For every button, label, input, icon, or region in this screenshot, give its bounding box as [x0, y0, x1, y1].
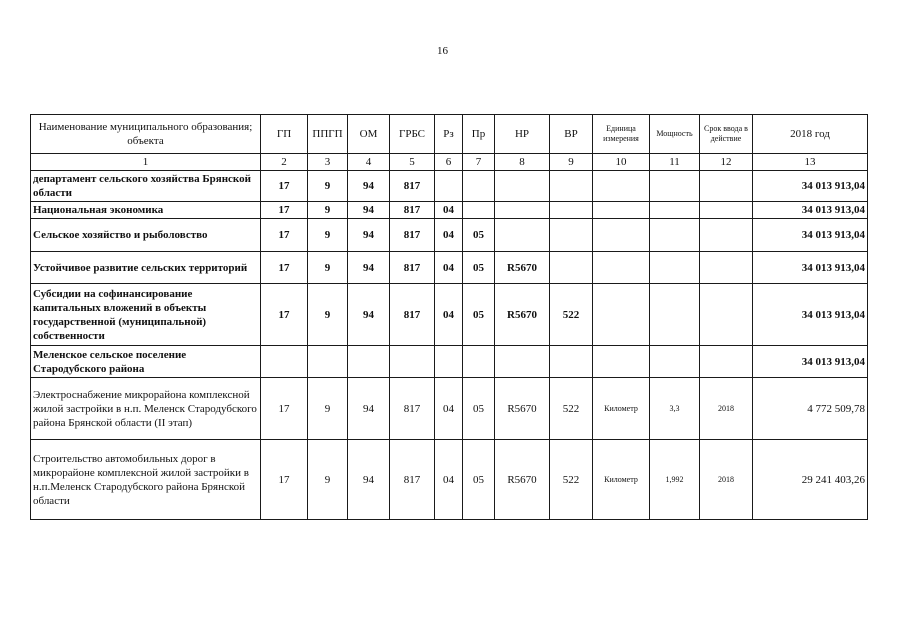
cell-grbs: 817 — [390, 284, 435, 346]
row-name: Субсидии на софинансирование капитальных вложений в объекты государственной (муниципальной) собственности — [31, 284, 261, 346]
cell-amount: 34 013 913,04 — [753, 202, 868, 219]
column-number: 8 — [495, 154, 550, 171]
cell-commission-date — [700, 346, 753, 378]
cell-ppgp — [308, 346, 348, 378]
cell-nr: R5670 — [495, 378, 550, 440]
cell-nr: R5670 — [495, 284, 550, 346]
cell-pr — [463, 171, 495, 202]
cell-capacity — [650, 284, 700, 346]
row-name: Строительство автомобильных дорог в микрорайоне комплексной жилой застройки в н.п.Меленск Стародубского района Брянской области — [31, 440, 261, 520]
cell-pr: 05 — [463, 378, 495, 440]
column-number: 5 — [390, 154, 435, 171]
row-name: Устойчивое развитие сельских территорий — [31, 252, 261, 284]
cell-grbs: 817 — [390, 202, 435, 219]
cell-nr: R5670 — [495, 252, 550, 284]
cell-vr: 522 — [550, 284, 593, 346]
header-om: ОМ — [348, 115, 390, 154]
cell-capacity: 3,3 — [650, 378, 700, 440]
header-vr: ВР — [550, 115, 593, 154]
cell-amount: 34 013 913,04 — [753, 219, 868, 252]
cell-pr — [463, 346, 495, 378]
cell-nr — [495, 202, 550, 219]
cell-vr — [550, 346, 593, 378]
cell-rz: 04 — [435, 284, 463, 346]
column-number: 12 — [700, 154, 753, 171]
cell-vr — [550, 219, 593, 252]
cell-unit: Километр — [593, 378, 650, 440]
cell-ppgp: 9 — [308, 378, 348, 440]
cell-pr: 05 — [463, 440, 495, 520]
cell-rz — [435, 346, 463, 378]
cell-amount: 34 013 913,04 — [753, 171, 868, 202]
cell-ppgp: 9 — [308, 252, 348, 284]
cell-vr: 522 — [550, 440, 593, 520]
cell-nr: R5670 — [495, 440, 550, 520]
cell-commission-date — [700, 252, 753, 284]
cell-om — [348, 346, 390, 378]
cell-commission-date — [700, 219, 753, 252]
cell-grbs: 817 — [390, 171, 435, 202]
cell-unit — [593, 202, 650, 219]
cell-gp — [261, 346, 308, 378]
cell-capacity: 1,992 — [650, 440, 700, 520]
table-row — [31, 171, 868, 202]
cell-amount: 4 772 509,78 — [753, 378, 868, 440]
cell-om: 94 — [348, 440, 390, 520]
table-row — [31, 202, 868, 219]
row-name: Меленское сельское поселение Стародубского района — [31, 346, 261, 378]
cell-amount: 34 013 913,04 — [753, 346, 868, 378]
cell-commission-date — [700, 202, 753, 219]
row-name: департамент сельского хозяйства Брянской области — [31, 171, 261, 202]
cell-rz: 04 — [435, 440, 463, 520]
column-number-row — [31, 154, 868, 171]
cell-pr — [463, 202, 495, 219]
cell-ppgp: 9 — [308, 284, 348, 346]
cell-capacity — [650, 252, 700, 284]
cell-nr — [495, 219, 550, 252]
cell-amount: 29 241 403,26 — [753, 440, 868, 520]
row-name: Электроснабжение микрорайона комплексной жилой застройки в н.п. Меленск Стародубского района Брянской области (II этап) — [31, 378, 261, 440]
cell-unit — [593, 346, 650, 378]
header-commission-date: Срок ввода в действие — [700, 115, 753, 154]
cell-grbs: 817 — [390, 440, 435, 520]
cell-gp: 17 — [261, 252, 308, 284]
cell-gp: 17 — [261, 440, 308, 520]
cell-om: 94 — [348, 202, 390, 219]
cell-gp: 17 — [261, 284, 308, 346]
header-unit: Единица измерения — [593, 115, 650, 154]
cell-vr — [550, 171, 593, 202]
cell-rz: 04 — [435, 202, 463, 219]
table-row — [31, 378, 868, 440]
header-nr: НР — [495, 115, 550, 154]
header-rz: Рз — [435, 115, 463, 154]
table-row — [31, 440, 868, 520]
column-number: 3 — [308, 154, 348, 171]
cell-capacity — [650, 346, 700, 378]
cell-rz — [435, 171, 463, 202]
cell-pr: 05 — [463, 284, 495, 346]
cell-unit: Километр — [593, 440, 650, 520]
cell-unit — [593, 284, 650, 346]
cell-gp: 17 — [261, 378, 308, 440]
cell-ppgp: 9 — [308, 171, 348, 202]
header-capacity: Мощность — [650, 115, 700, 154]
header-gp: ГП — [261, 115, 308, 154]
cell-commission-date: 2018 — [700, 440, 753, 520]
cell-vr — [550, 202, 593, 219]
cell-om: 94 — [348, 252, 390, 284]
cell-grbs — [390, 346, 435, 378]
budget-table — [30, 114, 868, 520]
table-row — [31, 252, 868, 284]
cell-amount: 34 013 913,04 — [753, 252, 868, 284]
cell-ppgp: 9 — [308, 202, 348, 219]
cell-grbs: 817 — [390, 252, 435, 284]
column-number: 10 — [593, 154, 650, 171]
cell-gp: 17 — [261, 219, 308, 252]
row-name: Национальная экономика — [31, 202, 261, 219]
cell-om: 94 — [348, 219, 390, 252]
cell-om: 94 — [348, 378, 390, 440]
cell-vr: 522 — [550, 378, 593, 440]
column-number: 1 — [31, 154, 261, 171]
cell-grbs: 817 — [390, 378, 435, 440]
cell-ppgp: 9 — [308, 440, 348, 520]
cell-gp: 17 — [261, 171, 308, 202]
cell-amount: 34 013 913,04 — [753, 284, 868, 346]
column-number: 13 — [753, 154, 868, 171]
header-ppgp: ППГП — [308, 115, 348, 154]
cell-commission-date: 2018 — [700, 378, 753, 440]
header-year: 2018 год — [753, 115, 868, 154]
cell-vr — [550, 252, 593, 284]
table-row — [31, 346, 868, 378]
cell-grbs: 817 — [390, 219, 435, 252]
cell-commission-date — [700, 284, 753, 346]
column-number: 7 — [463, 154, 495, 171]
cell-ppgp: 9 — [308, 219, 348, 252]
cell-unit — [593, 171, 650, 202]
cell-gp: 17 — [261, 202, 308, 219]
cell-capacity — [650, 219, 700, 252]
cell-rz: 04 — [435, 252, 463, 284]
table-row — [31, 284, 868, 346]
cell-nr — [495, 346, 550, 378]
cell-nr — [495, 171, 550, 202]
column-number: 6 — [435, 154, 463, 171]
cell-pr: 05 — [463, 219, 495, 252]
cell-rz: 04 — [435, 219, 463, 252]
cell-capacity — [650, 202, 700, 219]
row-name: Сельское хозяйство и рыболовство — [31, 219, 261, 252]
cell-unit — [593, 252, 650, 284]
cell-commission-date — [700, 171, 753, 202]
cell-capacity — [650, 171, 700, 202]
header-grbs: ГРБС — [390, 115, 435, 154]
column-number: 2 — [261, 154, 308, 171]
cell-rz: 04 — [435, 378, 463, 440]
column-number: 9 — [550, 154, 593, 171]
page-number: 16 — [437, 45, 448, 57]
table-row — [31, 219, 868, 252]
header-name: Наименование муниципального образования; объекта — [31, 115, 261, 154]
header-row — [31, 115, 868, 154]
cell-unit — [593, 219, 650, 252]
cell-om: 94 — [348, 171, 390, 202]
cell-pr: 05 — [463, 252, 495, 284]
cell-om: 94 — [348, 284, 390, 346]
column-number: 11 — [650, 154, 700, 171]
column-number: 4 — [348, 154, 390, 171]
header-pr: Пр — [463, 115, 495, 154]
